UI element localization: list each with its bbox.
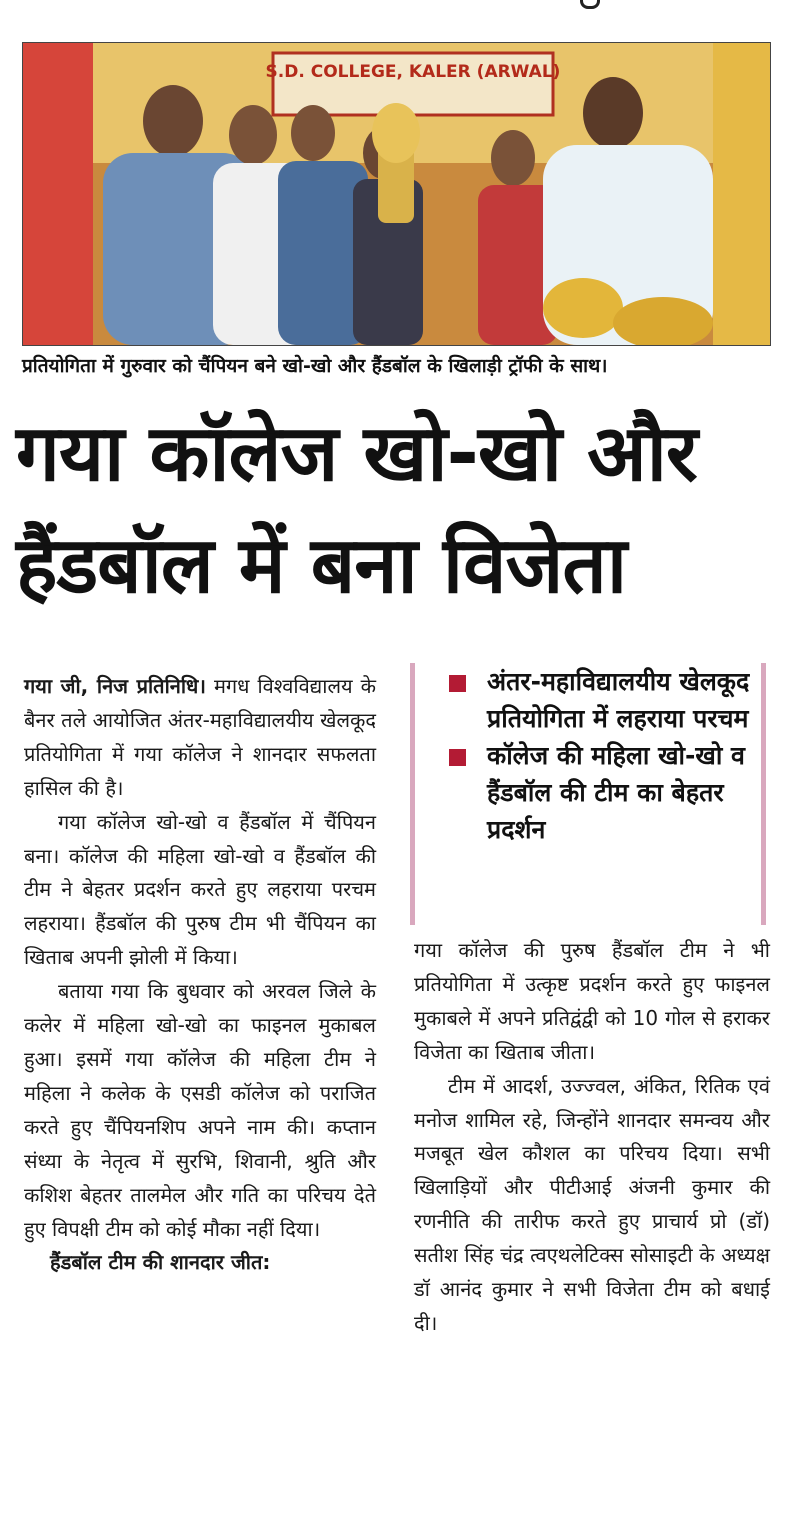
square-bullet-icon xyxy=(449,675,466,692)
article-column-right xyxy=(414,934,770,1341)
dateline: गया जी, निज प्रतिनिधि। xyxy=(24,674,206,698)
banner-text: S.D. COLLEGE, KALER (ARWAL) xyxy=(265,62,561,82)
headline-line-2: हैंडबॉल में बना विजेता xyxy=(16,521,627,611)
article-column-left xyxy=(24,670,376,1280)
article-paragraph-2: गया कॉलेज खो-खो व हैंडबॉल में चैंपियन बना। कॉलेज की महिला खो-खो व हैंडबॉल की टीम ने बेहतर प्रदर्शन करते हुए लहराया परचम लहराया। हैंडबॉल की पुरुष टीम भी चैंपियन का खिताब अपनी झोली में किया। xyxy=(24,809,376,970)
highlight-text: कॉलेज की महिला खो-खो व हैंडबॉल की टीम का बेहतर प्रदर्शन xyxy=(487,741,745,844)
trophy-photo xyxy=(22,42,771,346)
headline-line-1: गया कॉलेज खो-खो और xyxy=(16,409,697,499)
article-paragraph-4: गया कॉलेज की पुरुष हैंडबॉल टीम ने भी प्रतियोगिता में उत्कृष्ट प्रदर्शन करते हुए फाइनल मुकाबले में अपने प्रतिद्वंद्वी को 10 गोल से हराकर विजेता का खिताब जीता। xyxy=(414,938,770,1064)
article-paragraph-5: टीम में आदर्श, उज्ज्वल, अंकित, रितिक एवं मनोज शामिल रहे, जिन्होंने शानदार समन्वय और मजबूत खेल कौशल का परिचय दिया। सभी खिलाड़ियों और पीटीआई अंजनी कुमार की रणनीति की तारीफ करते हुए प्राचार्य प्रो (डॉ) सतीश सिंह चंद्र त्वएथलेटिक्स सोसाइटी के अध्यक्ष डॉ आनंद कुमार ने सभी विजेता टीम को बधाई दी। xyxy=(414,1073,770,1335)
subheading: हैंडबॉल टीम की शानदार जीत: xyxy=(50,1250,271,1275)
highlight-text: अंतर-महाविद्यालयीय खेलकूद प्रतियोगिता में लहराया परचम xyxy=(487,667,750,733)
highlights-box xyxy=(410,663,766,925)
article-paragraph-1: मगध विश्वविद्यालय के बैनर तले आयोजित अंतर-महाविद्यालयीय खेलकूद प्रतियोगिता में गया कॉलेज ने शानदार सफलता हासिल की है। xyxy=(24,674,376,800)
article-paragraph-3: बताया गया कि बुधवार को अरवल जिले के कलेर में महिला खो-खो का फाइनल मुकाबल हुआ। इसमें गया कॉलेज की महिला टीम ने महिला ने कलेक के एसडी कॉलेज को पराजित करते हुए चैंपियनशिप अपने नाम की। कप्तान संध्या के नेतृत्व में सुरभि, शिवानी, श्रुति और कशिश बेहतर तालमेल और गति का परिचय देते हुए विपक्षी टीम को कोई मौका नहीं दिया। xyxy=(24,979,376,1241)
previous-article-fragment xyxy=(560,0,620,8)
headline xyxy=(16,398,796,622)
highlight-item xyxy=(415,737,761,848)
highlight-item xyxy=(415,663,761,737)
photo-caption: प्रतियोगिता में गुरुवार को चैंपियन बने खो-खो और हैंडबॉल के खिलाड़ी ट्रॉफी के साथ। xyxy=(22,355,608,377)
square-bullet-icon xyxy=(449,749,466,766)
